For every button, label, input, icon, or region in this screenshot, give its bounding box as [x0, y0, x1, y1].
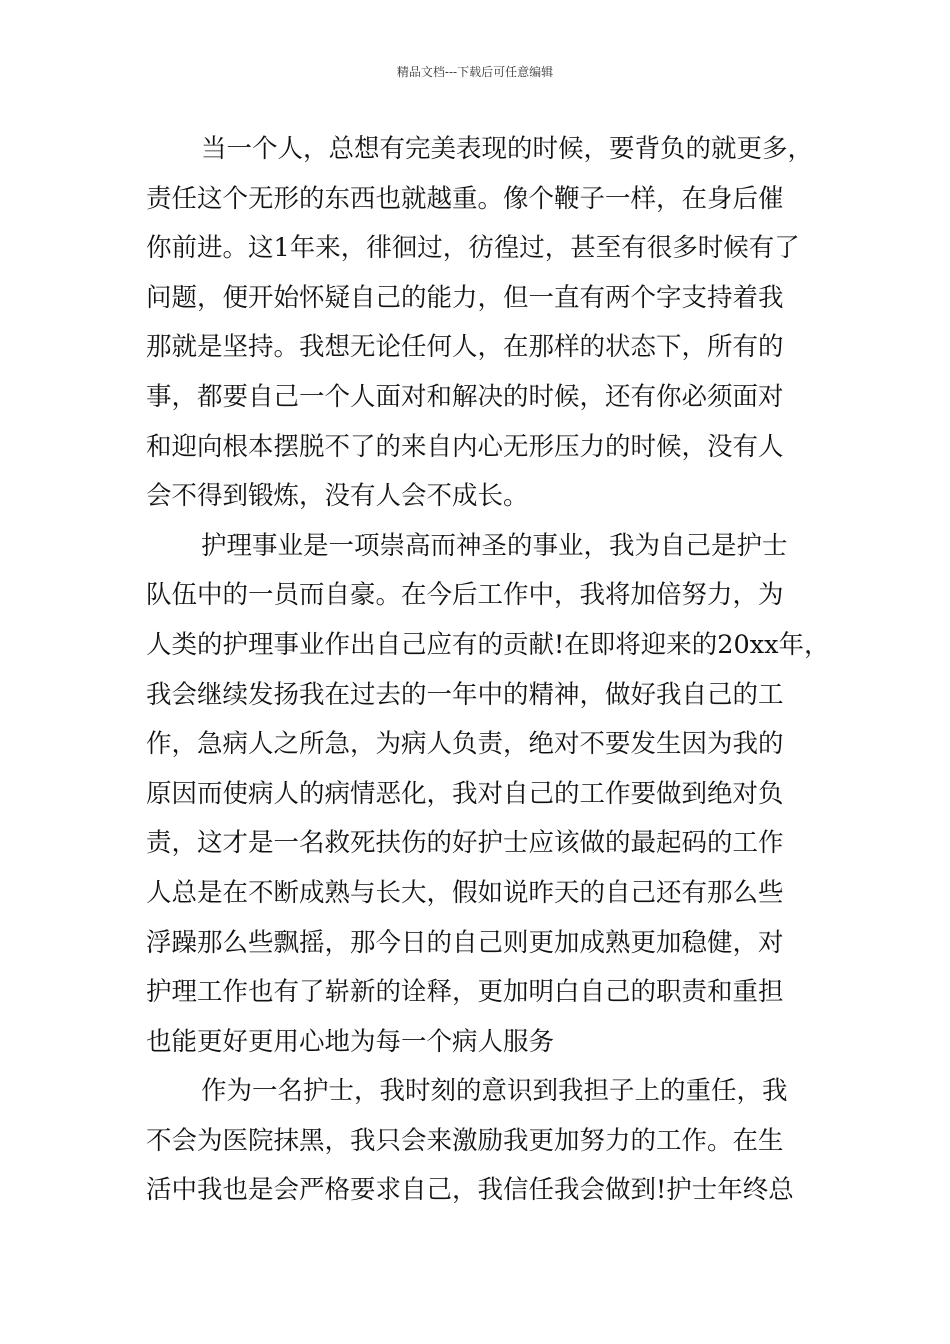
page-header: 精品文档---下载后可任意编辑: [396, 65, 554, 79]
paragraph-line: 浮躁那么些飘摇，那今日的自己则更加成熟更加稳健，对: [146, 927, 784, 958]
paragraph-line: 我会继续发扬我在过去的一年中的精神，做好我自己的工: [146, 679, 784, 710]
paragraph-line: 活中我也是会严格要求自己，我信任我会做到!护士年终总: [146, 1175, 794, 1206]
paragraph-line: 当一个人，总想有完美表现的时候，要背负的就更多，: [201, 134, 814, 164]
paragraph-line: 作，急病人之所急，为病人负责，绝对不要发生因为我的: [146, 729, 784, 760]
paragraph-line: 你前进。这1年来，徘徊过，彷徨过，甚至有很多时候有了: [146, 233, 800, 264]
paragraph-line: 也能更好更用心地为每一个病人服务: [146, 1026, 555, 1057]
paragraph-line: 那就是坚持。我想无论任何人，在那样的状态下，所有的: [146, 332, 784, 363]
paragraph-line: 队伍中的一员而自豪。在今后工作中，我将加倍努力，为: [146, 580, 784, 611]
document-body: [146, 125, 830, 1216]
paragraph-line: 会不得到锻炼，没有人会不成长。: [146, 481, 529, 512]
paragraph-line: 责任这个无形的东西也就越重。像个鞭子一样，在身后催: [146, 183, 784, 214]
paragraph-line: 事，都要自己一个人面对和解决的时候，还有你必须面对: [146, 381, 784, 412]
paragraph-line: 和迎向根本摆脱不了的来自内心无形压力的时候，没有人: [146, 431, 784, 462]
paragraph-line: 不会为医院抹黑，我只会来激励我更加努力的工作。在生: [146, 1125, 784, 1156]
paragraph-line: 护理工作也有了崭新的诠释，更加明白自己的职责和重担: [146, 977, 784, 1008]
paragraph-line: 责，这才是一名救死扶伤的好护士应该做的最起码的工作: [146, 828, 784, 859]
paragraph-line: 护理事业是一项崇高而神圣的事业，我为自己是护士: [201, 530, 788, 561]
paragraph-line: 人类的护理事业作出自己应有的贡献!在即将迎来的20xx年，: [146, 629, 830, 660]
paragraph-line: 问题，便开始怀疑自己的能力，但一直有两个字支持着我: [146, 282, 784, 313]
paragraph-line: 作为一名护士，我时刻的意识到我担子上的重任，我: [201, 1076, 788, 1107]
paragraph-line: 人总是在不断成熟与长大，假如说昨天的自己还有那么些: [146, 877, 784, 908]
paragraph-line: 原因而使病人的病情恶化，我对自己的工作要做到绝对负: [146, 778, 784, 809]
